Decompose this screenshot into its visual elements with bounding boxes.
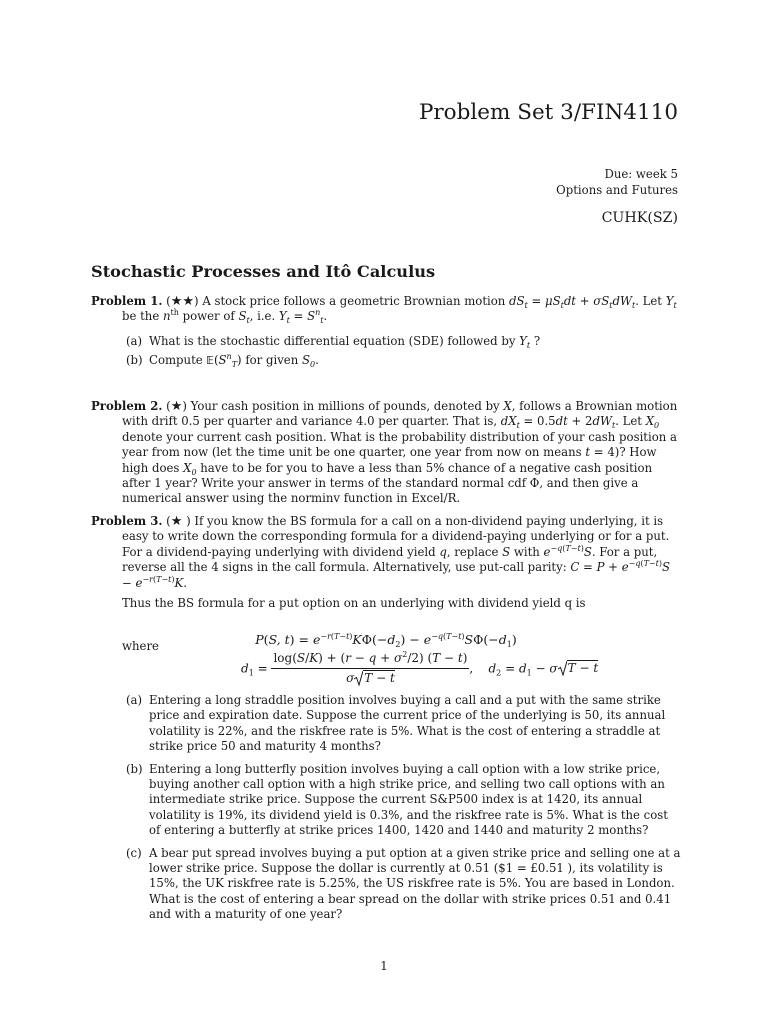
where-label: where	[122, 639, 159, 653]
header-meta	[556, 166, 678, 198]
problem-2	[91, 399, 681, 507]
sqrt-sign: T − t	[354, 671, 395, 686]
gbm-equation: $dS_t = \mu S_tdt + \sigma S_tdW_t$	[509, 294, 636, 310]
part-b: (b) Entering a long butterfly position involves buying a call option with a low strike price, buying another call option with a high strike price, and selling two call options with an intermediate strike price. Suppose the current S&P500 index is at 1420, its annual volatility is 19%, its dividend yield is 0.3%, and the riskfree rate is 5%. What is the cost of entering a butterfly at strike prices 1400, 1420 and 1440 and maturity 2 months?	[126, 761, 668, 838]
problem-1-label: Problem 1.	[91, 294, 163, 308]
problem-3-label: Problem 3.	[91, 514, 163, 528]
part-a: (a) What is the stochastic differential equation (SDE) followed by $Y_t$ ?	[126, 333, 541, 350]
difficulty-stars: ★	[170, 514, 183, 529]
part-c: (c) A bear put spread involves buying a put option at a given strike price and selling one at a lower strike price. Suppose the dollar is currently at 0.51 ($1 = £0.51 ), its volatility is 15%, the UK riskfree rate is 5.25%, the US riskfree rate is 5%. You are based in London. What is the cost of entering a bear spread on the dollar with strike prices 0.51 and 0.41 and with a maturity of one year?	[126, 845, 681, 922]
problem-3-intro: Thus the BS formula for a put option on an underlying with dividend yield q is	[122, 596, 586, 611]
problem-1-statement: Problem 1. (★★) A stock price follows a geometric Brownian motion $dS_t = \mu S_tdt + \sigma S_tdW_t$. Let $Y_t$ be the $n^{th}$ power of $S_t$, i.e. $Y_t = S^n_t$.	[91, 294, 677, 326]
page-number: 1	[380, 959, 388, 973]
part-a: (a) Entering a long straddle position involves buying a call and a put with the same strike price and expiration date. Suppose the current price of the underlying is 50, its annual volatility is 22%, and the riskfree rate is 5%. What is the cost of entering a straddle at strike price 50 and maturity 4 months?	[126, 693, 666, 754]
course-name: Options and Futures	[556, 183, 678, 197]
sqrt-sign: T − t	[558, 661, 599, 676]
d1-fraction: $\log(S/K) + (r - q + \sigma^2/2)$ (T − t) σ T − t	[273, 650, 468, 686]
problem-3-statement: Problem 3. (★ ) If you know the BS formula for a call on a non-dividend paying underlying, it is easy to write down the corresponding formula for a dividend-paying underlying or for a put. For a dividend-paying underlying with dividend yield q, replace S with $e^{-q(T-t)}S$. For a put, reverse all the 4 signs in the call formula. Alternatively, use put-call parity: $C = P + e^{-q(T-t)}S - e^{-r(T-t)}K$.	[91, 514, 670, 590]
difficulty-stars: ★	[170, 399, 183, 414]
put-formula: P(S, $t) = e^{-r(T-t)}K\Phi(-d_2) - e^{-q(T-t)}S\Phi(-d_1)$	[255, 632, 517, 649]
problem-2-label: Problem 2.	[91, 399, 163, 413]
section-title: Stochastic Processes and Itô Calculus	[91, 262, 436, 281]
part-b: (b) Compute $𝔼(S^n_T)$ for given $S_0$.	[126, 352, 319, 370]
difficulty-stars: ★★	[170, 294, 195, 309]
problem-1	[91, 294, 681, 373]
problem-2-statement: Problem 2. (★) Your cash position in millions of pounds, denoted by X, follows a Brownian motion with drift 0.5 per quarter and variance 4.0 per quarter. That is, $dX_t = 0.5dt + 2dW_t$. Let $X_0$ denote your current cash position. What is the probability distribution of your cash position a year from now (let the time unit be one quarter, one year from now on means t = 4)? How high does $X_0$ have to be for you to have a less than 5% chance of a negative cash position after 1 year? Write your answer in terms of the standard normal cdf Φ, and then give a numerical answer using the norminv function in Excel/R.	[91, 399, 678, 506]
problem-1-parts	[126, 334, 681, 369]
d1-d2-formula: $d_1$ = $\log(S/K) + (r - q + \sigma^2/2)$ (T − t) σ T − t , $d_2 = d_1 - \sigma$ T − t	[241, 650, 599, 686]
problem-3	[91, 514, 681, 934]
document-title: Problem Set 3/FIN4110	[418, 100, 678, 125]
problem-3-parts	[126, 693, 681, 930]
school-name: CUHK(SZ)	[601, 210, 678, 226]
due-date: Due: week 5	[604, 167, 678, 181]
